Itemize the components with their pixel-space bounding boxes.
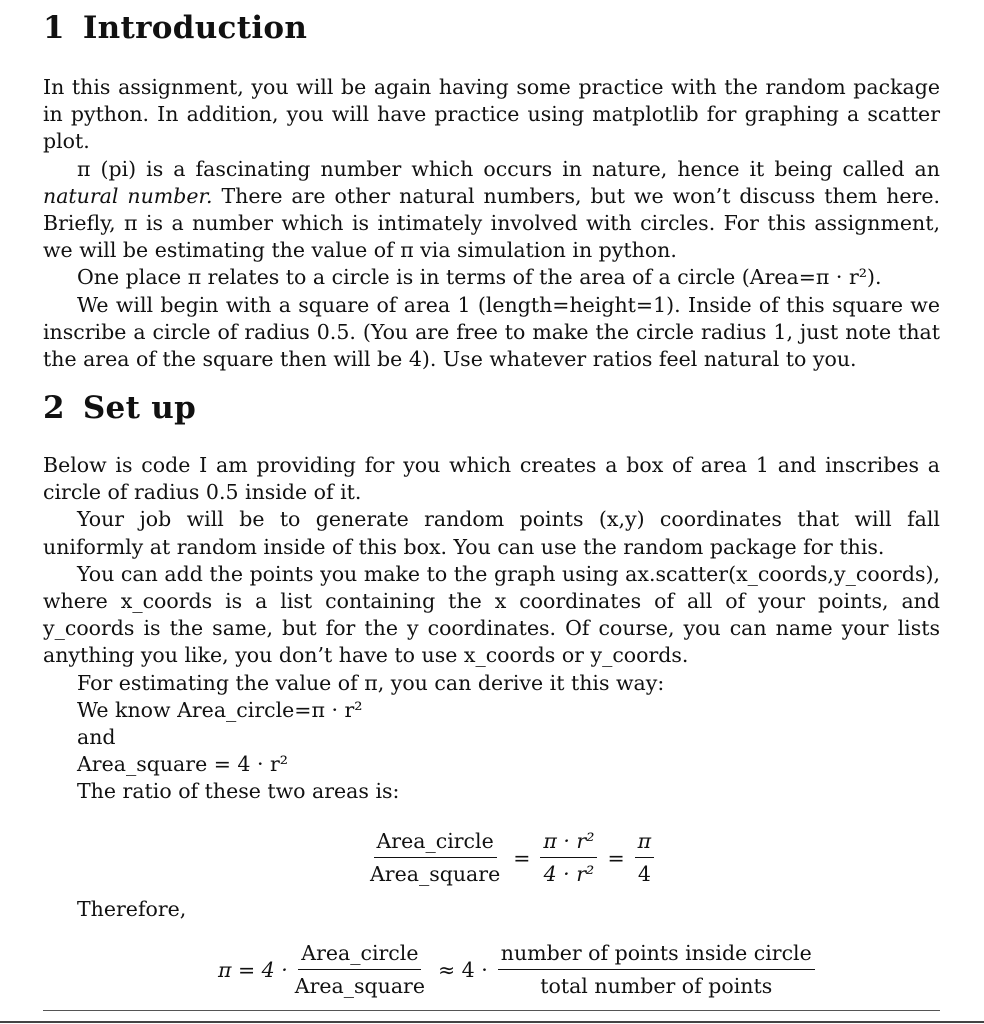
fraction-denominator: 4 [637, 862, 651, 886]
section-heading-introduction [43, 10, 307, 46]
fraction-numerator: π [635, 828, 654, 858]
fraction-pi-over-four [635, 828, 654, 887]
intro-paragraph-1: In this assignment, you will be again having some practice with the random package in python. In addition, you will have practice using matplotlib for graphing a scatter plot. [43, 75, 940, 154]
section-heading-setup [43, 390, 196, 426]
fraction-denominator: 4 · r² [543, 862, 595, 886]
introduction-body [43, 74, 940, 373]
approx-sign: ≈ 4 · [437, 957, 488, 982]
pi-lhs: π = 4 · [218, 957, 288, 982]
section-title: Set up [82, 390, 197, 426]
derivation-line-1: For estimating the value of π, you can derive it this way: [77, 670, 665, 695]
setup-body [43, 452, 940, 806]
section-number: 1 [43, 10, 65, 46]
fraction-numerator: π · r² [540, 828, 597, 858]
intro-paragraph-4: We will begin with a square of area 1 (length=height=1). Inside of this square we inscribe a circle of radius 0.5. (You are free to make the circle radius 1, just note that the area of the square then will be 4). Use whatever ratios feel natural to you. [43, 292, 940, 372]
derivation-line-5: The ratio of these two areas is: [77, 779, 400, 804]
intro-p2-end: There are other natural numbers, but we won’t discuss them here. Briefly, π is a number which is intimately involved with circles. For this assignment, we will be estimating the value of π via simulation in python. [43, 183, 940, 263]
section-title: Introduction [82, 10, 308, 46]
page-edge-rule [0, 1021, 984, 1023]
equals-sign: = [513, 845, 531, 870]
fraction-denominator: total number of points [540, 974, 773, 998]
derivation-line-2: We know Area_circle=π · r² [77, 697, 363, 722]
fraction-area-ratio [292, 940, 428, 999]
ratio-equation [363, 828, 658, 887]
therefore-text: Therefore, [77, 897, 187, 921]
fraction-numerator: number of points inside circle [498, 940, 815, 970]
fraction-pi-r-squared [540, 828, 597, 887]
equals-sign: = [607, 845, 625, 870]
fraction-numerator: Area_circle [298, 940, 421, 970]
intro-paragraph-3: One place π relates to a circle is in terms of the area of a circle (Area=π · r²). [77, 265, 882, 290]
fraction-numerator: Area_circle [374, 828, 497, 858]
intro-p2-start: π (pi) is a fascinating number which occurs in nature, hence it being called an [77, 156, 940, 181]
fraction-denominator: Area_square [294, 974, 425, 998]
derivation-line-4: Area_square = 4 · r² [77, 752, 289, 777]
fraction-point-ratio [498, 940, 815, 999]
setup-paragraph-2: Your job will be to generate random points (x,y) coordinates that will fall uniformly at random inside of this box. You can use the random package for this. [43, 507, 940, 559]
setup-paragraph-3: You can add the points you make to the graph using ax.scatter(x_coords,y_coords), where x_coords is a list containing the x coordinates of all of your points, and y_coords is the same, but for the y coordinates. Of course, you can name your lists anything you like, you don’t have to use x_coords or y_coords. [43, 561, 940, 668]
page-bottom-rule [43, 1010, 940, 1011]
section-number: 2 [43, 390, 65, 426]
setup-paragraph-1: Below is code I am providing for you which creates a box of area 1 and inscribes a circle of radius 0.5 inside of it. [43, 453, 940, 505]
derivation-line-3: and [77, 725, 116, 750]
fraction-denominator: Area_square [370, 862, 501, 886]
intro-paragraph-2 [43, 156, 940, 265]
natural-number-emphasis: natural number. [43, 183, 213, 208]
pi-estimate-equation [218, 940, 819, 999]
fraction-area-ratio [367, 828, 503, 887]
